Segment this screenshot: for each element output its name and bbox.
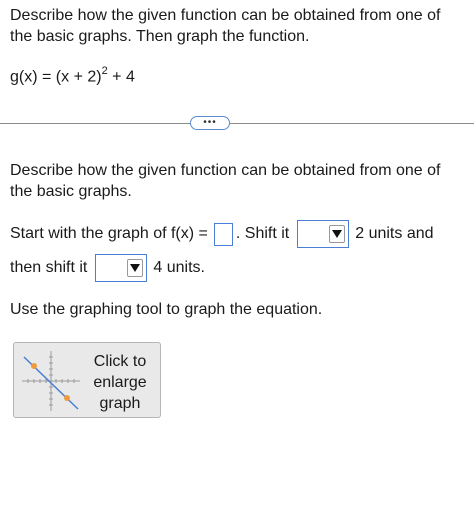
- equation-exponent: 2: [101, 65, 108, 77]
- answer-line-2: [10, 253, 205, 283]
- equation-base: g(x) = (x + 2): [10, 68, 102, 86]
- line1-start-text: Start with the graph of f(x) =: [10, 225, 208, 242]
- section-divider: [0, 123, 474, 124]
- line1-mid-text: . Shift it: [235, 225, 290, 242]
- line1-end-text: 2 units and: [355, 225, 434, 242]
- enlarge-graph-label: Click to enlarge graph: [93, 353, 147, 412]
- basic-function-input[interactable]: [214, 223, 233, 246]
- dropdown-arrow-icon: [329, 225, 345, 243]
- graph-instruction: Use the graphing tool to graph the equation.: [10, 301, 323, 318]
- line2-end-text: 4 units.: [153, 259, 205, 276]
- enlarge-graph-button[interactable]: [13, 342, 161, 418]
- question-text: Describe how the given function can be obtained from one of the basic graphs. Then graph the function.: [10, 7, 441, 45]
- dropdown-arrow-icon: [127, 259, 143, 277]
- part-question-text: Describe how the given function can be obtained from one of the basic graphs.: [10, 162, 441, 200]
- function-equation: [10, 66, 135, 86]
- line2-start-text: then shift it: [10, 259, 88, 276]
- more-button[interactable]: •••: [190, 116, 230, 130]
- answer-line-1: [10, 220, 434, 248]
- equation-tail: + 4: [107, 68, 135, 86]
- vertical-shift-dropdown[interactable]: [95, 254, 147, 282]
- horizontal-shift-dropdown[interactable]: [297, 220, 349, 248]
- graph-thumbnail-icon: [20, 349, 82, 413]
